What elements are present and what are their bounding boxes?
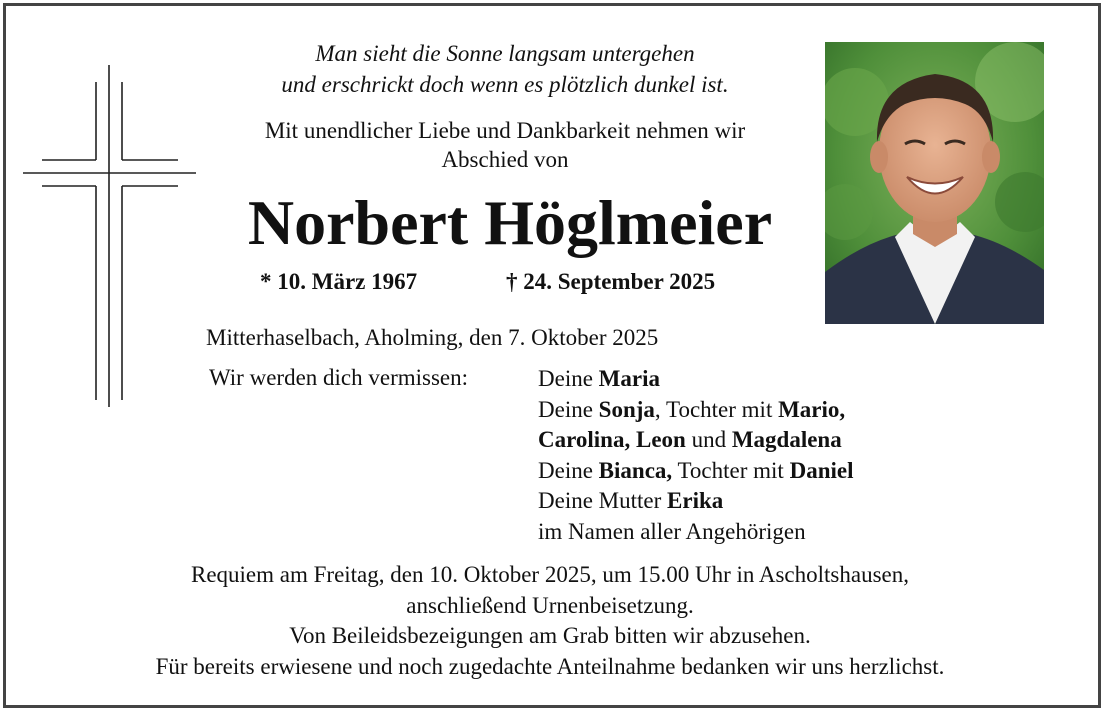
mourner-line bbox=[538, 395, 853, 426]
mourner-text: Deine bbox=[538, 366, 599, 391]
poem-line-2: und erschrickt doch wenn es plötzlich dunkel ist. bbox=[281, 72, 729, 97]
place-date: Mitterhaselbach, Aholming, den 7. Oktober 2025 bbox=[206, 325, 659, 350]
cross-icon bbox=[18, 62, 200, 410]
intro-text bbox=[200, 116, 810, 174]
mourner-line bbox=[538, 364, 853, 395]
mourner-text: Deine Mutter bbox=[538, 488, 668, 513]
death-date: † 24. September 2025 bbox=[506, 269, 716, 294]
deceased-name: Norbert Höglmeier bbox=[247, 187, 773, 258]
closing-text bbox=[30, 560, 1070, 682]
closing-line-2: anschließend Urnenbeisetzung. bbox=[406, 592, 694, 618]
mourner-name: Carolina, Leon bbox=[538, 427, 686, 452]
mourner-text: , Tochter mit bbox=[654, 396, 779, 422]
mourner-line bbox=[538, 456, 853, 487]
mourner-line bbox=[538, 425, 853, 456]
closing-line-3: Von Beileidsbezeigungen am Grab bitten wir abzusehen. bbox=[289, 623, 811, 648]
portrait-photo bbox=[825, 42, 1044, 324]
mourner-text: im Namen aller Angehörigen bbox=[538, 518, 806, 544]
mourner-text: Tochter mit bbox=[672, 457, 790, 483]
mourner-name: Mario, bbox=[778, 396, 846, 422]
closing-line-1: Requiem am Freitag, den 10. Oktober 2025, um 15.00 Uhr in Ascholtshausen, bbox=[190, 562, 909, 587]
closing-line-4: Für bereits erwiesene und noch zugedachte Anteilnahme bedanken wir uns herzlichst. bbox=[155, 653, 945, 679]
poem bbox=[200, 38, 810, 100]
mourner-name: Bianca, bbox=[598, 457, 673, 483]
mourner-text: und bbox=[685, 427, 732, 452]
mourner-list bbox=[538, 364, 853, 547]
mourner-name: Daniel bbox=[789, 457, 854, 483]
birth-date: * 10. März 1967 bbox=[260, 269, 418, 294]
mourner-text: Deine bbox=[538, 396, 599, 422]
mourner-name: Erika bbox=[667, 488, 724, 513]
intro-line-2: Abschied von bbox=[441, 147, 569, 172]
mourner-line bbox=[538, 486, 853, 517]
mourners-label: Wir werden dich vermissen: bbox=[209, 365, 469, 390]
mourner-name: Magdalena bbox=[731, 427, 842, 452]
mourner-text: Deine bbox=[538, 457, 599, 483]
mourner-name: Maria bbox=[598, 366, 660, 391]
mourner-name: Sonja bbox=[598, 396, 655, 422]
mourner-line bbox=[538, 517, 853, 548]
poem-line-1: Man sieht die Sonne langsam untergehen bbox=[315, 41, 695, 66]
intro-line-1: Mit unendlicher Liebe und Dankbarkeit nehmen wir bbox=[264, 118, 746, 143]
